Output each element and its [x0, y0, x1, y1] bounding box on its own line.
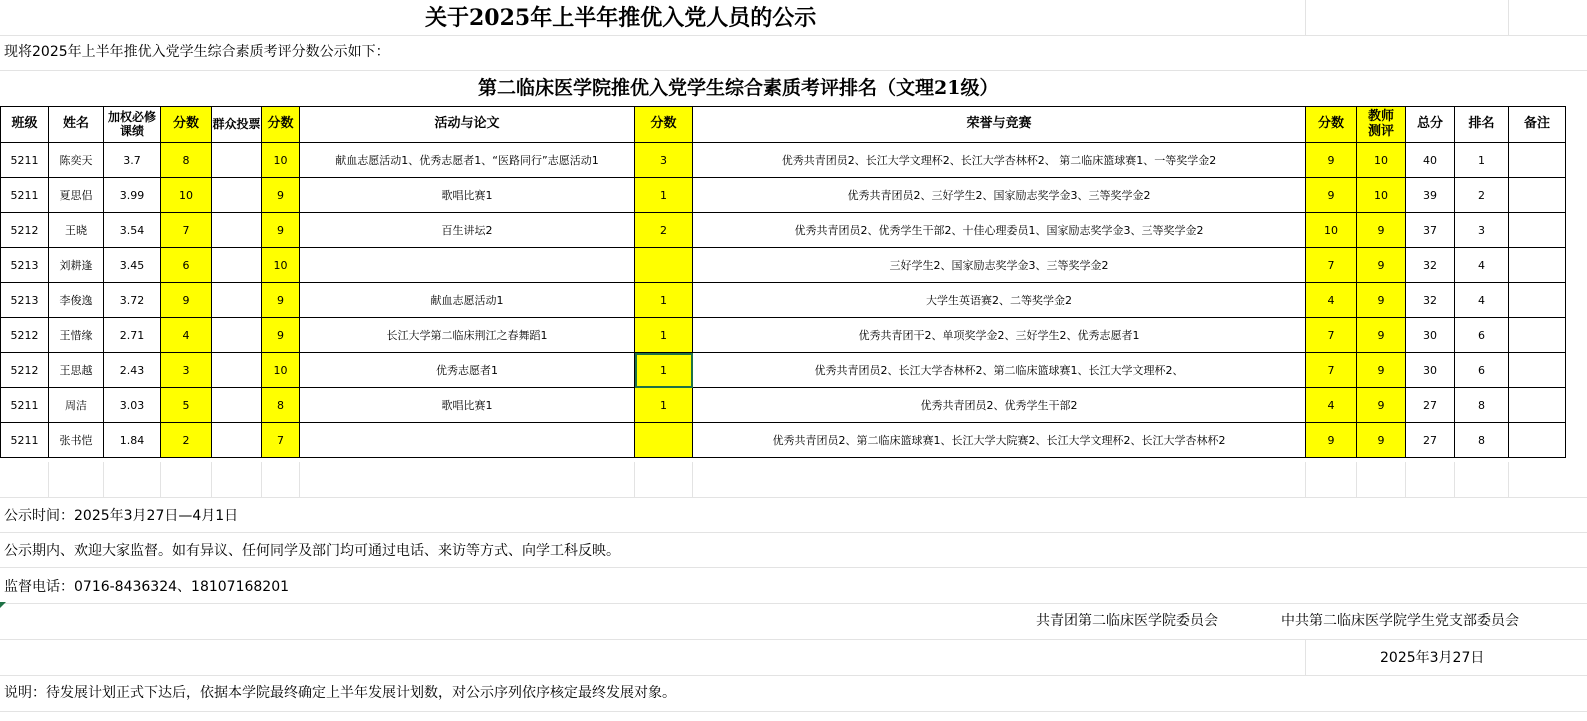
cell-name[interactable]: 王晓	[49, 213, 104, 248]
cell-activity[interactable]	[300, 248, 635, 283]
cell-total[interactable]: 30	[1406, 353, 1455, 388]
notice-phone: 监督电话：0716-8436324、18107168201	[4, 579, 290, 595]
cell-score-1[interactable]: 2	[161, 423, 212, 458]
cell-vote[interactable]	[212, 213, 262, 248]
cell-name[interactable]: 夏思侣	[49, 178, 104, 213]
cell-rank[interactable]: 6	[1455, 318, 1509, 353]
org-party: 中共第二临床医学院学生党支部委员会	[1281, 613, 1519, 629]
cell-total[interactable]: 40	[1406, 143, 1455, 178]
cell-class[interactable]: 5211	[1, 143, 49, 178]
cell-teacher[interactable]: 9	[1357, 213, 1406, 248]
cell-score-2[interactable]: 9	[262, 318, 300, 353]
cell-gpa[interactable]: 3.72	[104, 283, 161, 318]
cell-vote[interactable]	[212, 178, 262, 213]
header-teacher[interactable]: 教师测评	[1357, 107, 1406, 143]
cell-activity[interactable]: 百生讲坛2	[300, 213, 635, 248]
cell-gpa[interactable]: 3.54	[104, 213, 161, 248]
cell-gpa[interactable]: 3.7	[104, 143, 161, 178]
comment-marker-icon	[0, 602, 6, 608]
cell-honor[interactable]: 优秀共青团干2、单项奖学金2、三好学生2、优秀志愿者1	[693, 318, 1306, 353]
header-gpa[interactable]: 加权必修课绩	[104, 107, 161, 143]
cell-vote[interactable]	[212, 248, 262, 283]
cell-name[interactable]: 李俊逸	[49, 283, 104, 318]
notice-time: 公示时间：2025年3月27日—4月1日	[4, 508, 239, 524]
cell-vote[interactable]	[212, 388, 262, 423]
cell-score-2[interactable]: 10	[262, 143, 300, 178]
cell-vote[interactable]	[212, 353, 262, 388]
cell-activity[interactable]: 歌唱比赛1	[300, 388, 635, 423]
cell-activity[interactable]: 献血志愿活动1	[300, 283, 635, 318]
cell-score-3[interactable]: 1	[635, 178, 693, 213]
cell-honor[interactable]: 大学生英语赛2、二等奖学金2	[693, 283, 1306, 318]
cell-score-3[interactable]	[635, 423, 693, 458]
cell-teacher[interactable]: 9	[1357, 318, 1406, 353]
cell-remark[interactable]	[1509, 248, 1566, 283]
cell-honor[interactable]: 三好学生2、国家励志奖学金3、三等奖学金2	[693, 248, 1306, 283]
cell-vote[interactable]	[212, 318, 262, 353]
cell-rank[interactable]: 8	[1455, 423, 1509, 458]
cell-class[interactable]: 5212	[1, 353, 49, 388]
cell-remark[interactable]	[1509, 353, 1566, 388]
cell-total[interactable]: 27	[1406, 388, 1455, 423]
cell-vote[interactable]	[212, 283, 262, 318]
cell-rank[interactable]: 3	[1455, 213, 1509, 248]
page-title: 关于2025年上半年推优入党人员的公示	[425, 5, 817, 31]
cell-class[interactable]: 5211	[1, 388, 49, 423]
cell-activity[interactable]: 长江大学第二临床荆江之春舞蹈1	[300, 318, 635, 353]
cell-honor[interactable]: 优秀共青团员2、三好学生2、国家励志奖学金3、三等奖学金2	[693, 178, 1306, 213]
cell-score-1[interactable]: 9	[161, 283, 212, 318]
cell-name[interactable]: 刘耕逢	[49, 248, 104, 283]
cell-score-1[interactable]: 8	[161, 143, 212, 178]
cell-honor[interactable]: 优秀共青团员2、长江大学文理杯2、长江大学杏林杯2、 第二临床篮球赛1、一等奖学金2	[693, 143, 1306, 178]
cell-remark[interactable]	[1509, 423, 1566, 458]
cell-remark[interactable]	[1509, 213, 1566, 248]
cell-class[interactable]: 5211	[1, 178, 49, 213]
cell-score-2[interactable]: 9	[262, 178, 300, 213]
table-row	[1, 143, 1566, 178]
table-row	[1, 353, 1566, 388]
cell-gpa[interactable]: 2.43	[104, 353, 161, 388]
cell-activity[interactable]	[300, 423, 635, 458]
cell-score-2[interactable]: 9	[262, 213, 300, 248]
cell-teacher[interactable]: 9	[1357, 248, 1406, 283]
cell-name[interactable]: 陈奕天	[49, 143, 104, 178]
org-league: 共青团第二临床医学院委员会	[1036, 613, 1218, 629]
notice-supervise: 公示期内、欢迎大家监督。如有异议、任何同学及部门均可通过电话、来访等方式、向学工科反映。	[4, 543, 620, 559]
cell-remark[interactable]	[1509, 388, 1566, 423]
cell-class[interactable]: 5212	[1, 318, 49, 353]
cell-teacher[interactable]: 9	[1357, 388, 1406, 423]
header-rank[interactable]: 排名	[1455, 107, 1509, 143]
table-row	[1, 213, 1566, 248]
cell-honor[interactable]: 优秀共青团员2、第二临床篮球赛1、长江大学大院赛2、长江大学文理杯2、长江大学杏林杯2	[693, 423, 1306, 458]
table-header-row	[1, 107, 1566, 143]
cell-total[interactable]: 37	[1406, 213, 1455, 248]
cell-score-2[interactable]: 10	[262, 353, 300, 388]
cell-score-3[interactable]: 1	[635, 353, 693, 388]
cell-score-1[interactable]: 10	[161, 178, 212, 213]
cell-score-2[interactable]: 8	[262, 388, 300, 423]
cell-class[interactable]: 5211	[1, 423, 49, 458]
cell-teacher[interactable]: 9	[1357, 423, 1406, 458]
cell-name[interactable]: 张书恺	[49, 423, 104, 458]
header-score-4[interactable]: 分数	[1306, 107, 1357, 143]
header-total[interactable]: 总分	[1406, 107, 1455, 143]
cell-score-2[interactable]: 10	[262, 248, 300, 283]
cell-activity[interactable]: 献血志愿活动1、优秀志愿者1、“医路同行”志愿活动1	[300, 143, 635, 178]
cell-score-1[interactable]: 5	[161, 388, 212, 423]
cell-score-4[interactable]: 9	[1306, 178, 1357, 213]
header-honor[interactable]: 荣誉与竞赛	[693, 107, 1306, 143]
ranking-title: 第二临床医学院推优入党学生综合素质考评排名（文理21级）	[478, 77, 999, 99]
cell-activity[interactable]: 歌唱比赛1	[300, 178, 635, 213]
cell-total[interactable]: 32	[1406, 248, 1455, 283]
cell-rank[interactable]: 4	[1455, 283, 1509, 318]
cell-gpa[interactable]: 3.99	[104, 178, 161, 213]
cell-class[interactable]: 5212	[1, 213, 49, 248]
cell-score-1[interactable]: 3	[161, 353, 212, 388]
header-remark[interactable]: 备注	[1509, 107, 1566, 143]
header-score-3[interactable]: 分数	[635, 107, 693, 143]
cell-total[interactable]: 30	[1406, 318, 1455, 353]
cell-score-2[interactable]: 9	[262, 283, 300, 318]
cell-rank[interactable]: 2	[1455, 178, 1509, 213]
cell-honor[interactable]: 优秀共青团员2、优秀学生干部2	[693, 388, 1306, 423]
cell-gpa[interactable]: 3.03	[104, 388, 161, 423]
cell-score-1[interactable]: 6	[161, 248, 212, 283]
cell-vote[interactable]	[212, 423, 262, 458]
cell-score-2[interactable]: 7	[262, 423, 300, 458]
cell-name[interactable]: 王惜缘	[49, 318, 104, 353]
cell-score-3[interactable]: 1	[635, 318, 693, 353]
cell-class[interactable]: 5213	[1, 283, 49, 318]
cell-total[interactable]: 32	[1406, 283, 1455, 318]
header-score-2[interactable]: 分数	[262, 107, 300, 143]
cell-score-4[interactable]: 9	[1306, 423, 1357, 458]
cell-score-3[interactable]: 1	[635, 388, 693, 423]
header-vote[interactable]: 群众投票	[212, 107, 262, 143]
cell-score-3[interactable]: 3	[635, 143, 693, 178]
header-activity[interactable]: 活动与论文	[300, 107, 635, 143]
cell-score-4[interactable]: 7	[1306, 248, 1357, 283]
cell-score-4[interactable]: 9	[1306, 143, 1357, 178]
cell-class[interactable]: 5213	[1, 248, 49, 283]
cell-teacher[interactable]: 9	[1357, 283, 1406, 318]
cell-remark[interactable]	[1509, 318, 1566, 353]
cell-score-1[interactable]: 7	[161, 213, 212, 248]
table-row	[1, 283, 1566, 318]
cell-teacher[interactable]: 9	[1357, 353, 1406, 388]
cell-rank[interactable]: 8	[1455, 388, 1509, 423]
cell-honor[interactable]: 优秀共青团员2、优秀学生干部2、十佳心理委员1、国家励志奖学金3、三等奖学金2	[693, 213, 1306, 248]
cell-activity[interactable]: 优秀志愿者1	[300, 353, 635, 388]
cell-remark[interactable]	[1509, 178, 1566, 213]
cell-score-3[interactable]	[635, 248, 693, 283]
cell-rank[interactable]: 6	[1455, 353, 1509, 388]
footnote: 说明：待发展计划正式下达后，依据本学院最终确定上半年发展计划数，对公示序列依序核定最终发展对象。	[4, 685, 676, 701]
cell-honor[interactable]: 优秀共青团员2、长江大学杏林杯2、第二临床篮球赛1、长江大学文理杯2、	[693, 353, 1306, 388]
cell-total[interactable]: 27	[1406, 423, 1455, 458]
cell-score-4[interactable]: 10	[1306, 213, 1357, 248]
table-row	[1, 318, 1566, 353]
cell-score-4[interactable]: 4	[1306, 283, 1357, 318]
intro-text: 现将2025年上半年推优入党学生综合素质考评分数公示如下：	[4, 44, 390, 60]
cell-score-1[interactable]: 4	[161, 318, 212, 353]
cell-remark[interactable]	[1509, 143, 1566, 178]
cell-remark[interactable]	[1509, 283, 1566, 318]
cell-teacher[interactable]: 10	[1357, 178, 1406, 213]
notice-date: 2025年3月27日	[1380, 650, 1485, 666]
cell-score-4[interactable]: 4	[1306, 388, 1357, 423]
cell-name[interactable]: 周洁	[49, 388, 104, 423]
cell-score-4[interactable]: 7	[1306, 318, 1357, 353]
header-name[interactable]: 姓名	[49, 107, 104, 143]
score-table	[0, 106, 1566, 458]
cell-rank[interactable]: 4	[1455, 248, 1509, 283]
cell-teacher[interactable]: 10	[1357, 143, 1406, 178]
cell-name[interactable]: 王思越	[49, 353, 104, 388]
cell-score-3[interactable]: 1	[635, 283, 693, 318]
cell-rank[interactable]: 1	[1455, 143, 1509, 178]
table-row	[1, 388, 1566, 423]
header-score-1[interactable]: 分数	[161, 107, 212, 143]
table-row	[1, 248, 1566, 283]
cell-gpa[interactable]: 3.45	[104, 248, 161, 283]
header-class[interactable]: 班级	[1, 107, 49, 143]
cell-gpa[interactable]: 2.71	[104, 318, 161, 353]
cell-vote[interactable]	[212, 143, 262, 178]
cell-gpa[interactable]: 1.84	[104, 423, 161, 458]
table-row	[1, 423, 1566, 458]
cell-score-4[interactable]: 7	[1306, 353, 1357, 388]
cell-score-3[interactable]: 2	[635, 213, 693, 248]
table-row	[1, 178, 1566, 213]
cell-total[interactable]: 39	[1406, 178, 1455, 213]
